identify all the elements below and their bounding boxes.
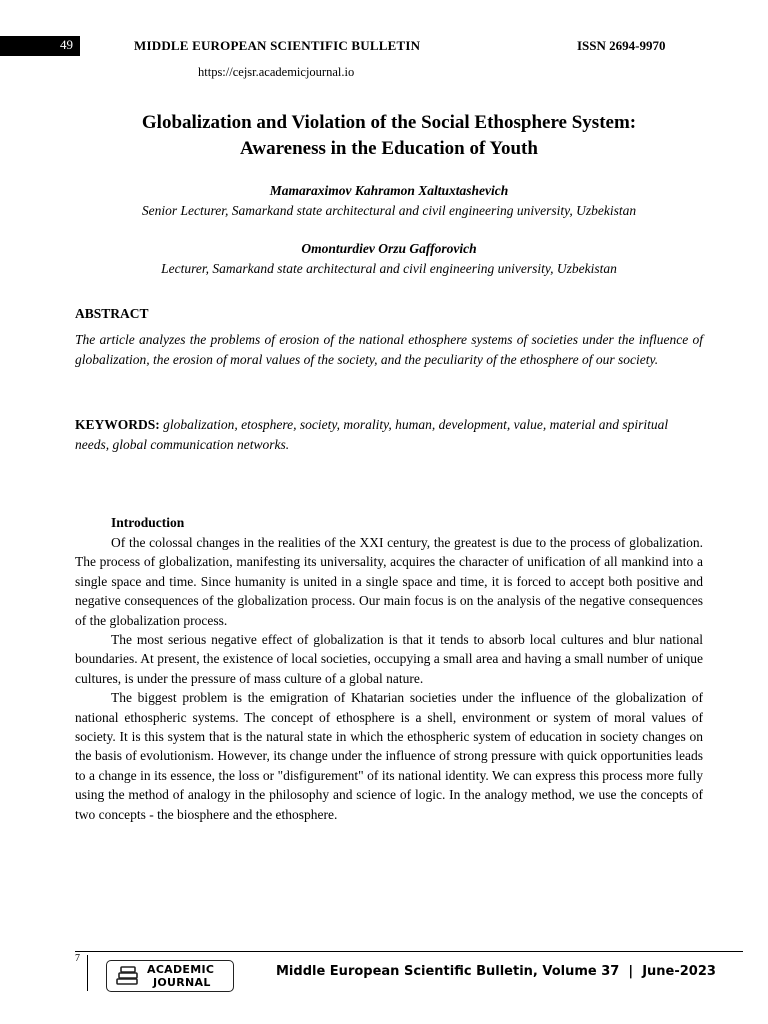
paragraph: The biggest problem is the emigration of Khatarian societies under the influence of the globalization of national ethospheric systems. The concept of ethosphere is a shell, environment or system of moral values of society. It is this system that is the natural state in which the ethospheric system of education in society changes on the basis of evolutionism. However, its change under the influence of strong pressure with quick opportunities leads to a change in its essence, the loss or "disfigurement" of its national identity. We can express this process more fully using the method of analogy in the philosophy and science of logic. In the analogy method, we use the concepts of two concepts - the biosphere and the ethosphere. [75,690,703,822]
introduction-heading: Introduction [111,515,185,530]
author-1-name: Mamaraximov Kahramon Xaltuxtashevich [269,183,509,198]
logo-text-journal: JOURNAL [153,976,211,989]
paragraph: The most serious negative effect of globalization is that it tends to absorb local cultures and blur national boundaries. At present, the existence of local societies, occupying a small area and having a small number of unique cultures, is under the pressure of mass culture of a global nature. [75,632,703,686]
footer-divider [75,951,743,952]
author-1-affiliation: Senior Lecturer, Samarkand state architectural and civil engineering university, Uzbekistan [141,203,637,218]
footer-page-number: 7 [75,953,80,964]
header-page-number: 49 [60,37,73,52]
academic-journal-logo [106,960,234,992]
keywords-label: KEYWORDS: [75,417,160,432]
introduction-body [75,533,703,824]
title-line-1: Globalization and Violation of the Social Ethosphere System: [141,112,637,133]
logo-text-academic: ACADEMIC [147,963,215,976]
abstract-text: The article analyzes the problems of erosion of the national ethosphere systems of societies under the influence of globalization, the erosion of moral values of the society, and the peculiarity of the ethosphere of our society. [75,332,703,367]
header-issn: ISSN 2694-9970 [577,38,666,53]
books-icon [115,966,141,988]
footer-vertical-divider [87,955,88,991]
keywords-text: globalization, etosphere, society, morality, human, development, value, material and spiritual needs, global communication networks. [75,417,669,452]
author-2-name: Omonturdiev Orzu Gafforovich [301,241,477,256]
abstract-heading: ABSTRACT [75,306,149,321]
journal-url-link[interactable]: https://cejsr.academicjournal.io [198,65,355,79]
keywords [75,415,703,455]
footer-citation: Middle European Scientific Bulletin, Volume 37 | June-2023 [276,964,716,979]
title-line-2: Awareness in the Education of Youth [240,138,538,159]
paragraph: Of the colossal changes in the realities of the XXI century, the greatest is due to the process of globalization. The process of globalization, manifesting its universality, acquires the character of unification of all mankind into a single space and time. Since humanity is united in a single space and time, it is forced to accept both positive and negative consequences of the globalization process. Our main focus is on the analysis of the negative consequences of the globalization process. [75,535,703,628]
header-journal-name: MIDDLE EUROPEAN SCIENTIFIC BULLETIN [134,38,421,53]
author-2-affiliation: Lecturer, Samarkand state architectural and civil engineering university, Uzbekistan [161,261,617,276]
article-title [60,110,718,162]
